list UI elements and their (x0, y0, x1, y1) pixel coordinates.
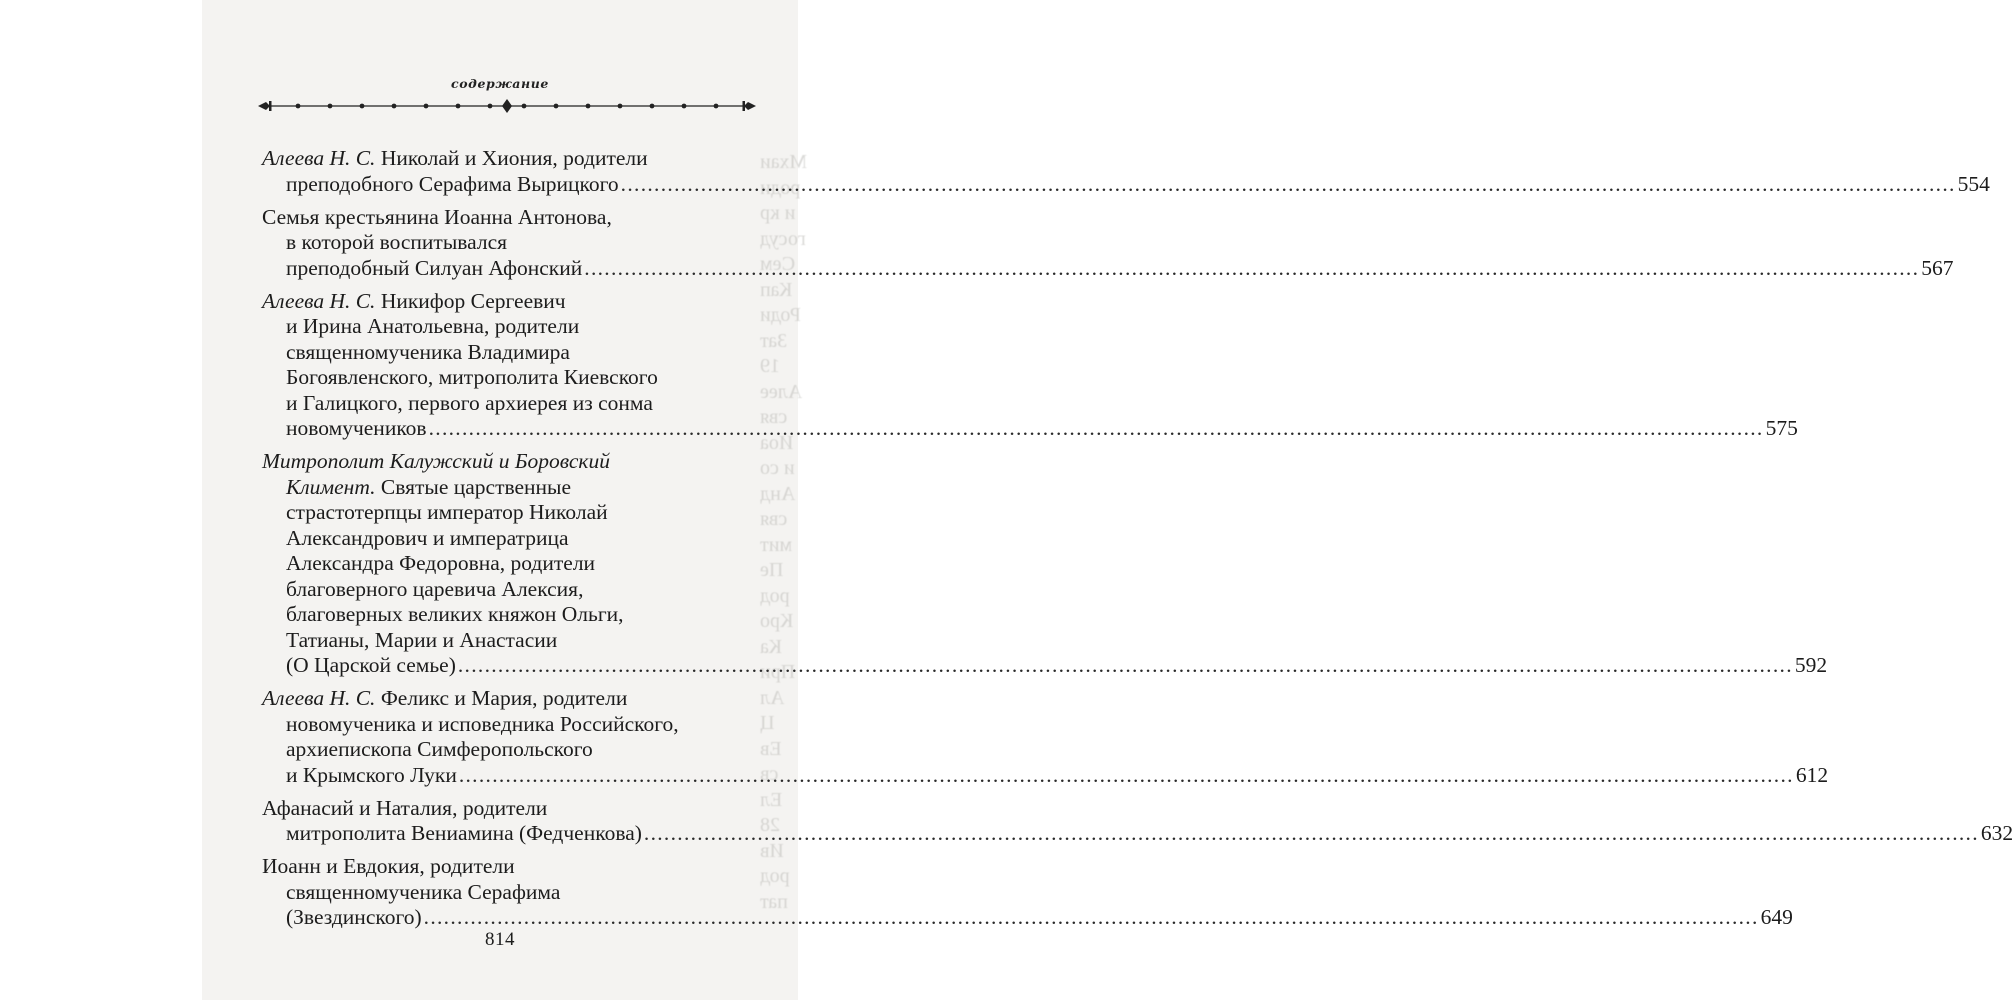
entry-title-part: Николай и Хиония, родители (380, 146, 648, 170)
page-number: 612 (1795, 762, 1829, 787)
page-folio: 814 (485, 929, 515, 950)
entry-title-part: Богоявленского, митрополита Киевского (286, 365, 658, 389)
toc-entry[interactable] (262, 288, 1798, 442)
entry-title-part: в которой воспитывался (286, 230, 508, 254)
entry-title-part: Афанасий и Наталия, родители (262, 795, 548, 820)
page-number: 567 (1921, 255, 1954, 280)
toc-line (262, 737, 758, 763)
entry-title-part: преподобного Серафима Вырицкого (286, 171, 619, 196)
entry-title-part: Татианы, Марии и Анастасии (286, 627, 558, 652)
page-number: 554 (1957, 171, 1990, 196)
dot-leader (424, 905, 1759, 931)
toc-line (262, 500, 758, 526)
entry-title-part: Александрович и императрица (286, 525, 569, 550)
entry-author: Алеева Н. С. (262, 146, 376, 170)
entry-title-part: (О Царской семье) (286, 653, 456, 677)
entry-title-part: Феликс и Мария, родители (380, 686, 628, 710)
ornamental-rule (258, 95, 756, 117)
toc-line (262, 146, 758, 172)
dot-leader (458, 653, 1793, 679)
toc-line (262, 796, 758, 822)
entry-title-part: новомучеников (286, 416, 427, 440)
toc-line (262, 602, 758, 628)
page-number: 649 (1760, 905, 1793, 929)
toc-line (262, 255, 1954, 282)
entry-title-part: Иоанн и Евдокия, родители (262, 854, 515, 878)
entry-title-part: митрополита Вениамина (Федченкова) (286, 821, 642, 845)
entry-title-part: страстотерпцы император Николай (286, 500, 608, 524)
entry-title-part: благоверного царевича Алексия, (286, 576, 584, 601)
dot-leader (429, 416, 1764, 442)
entry-title-part: и Ирина Анатольевна, родители (286, 314, 580, 338)
toc-entry[interactable] (262, 146, 1990, 197)
toc-line (262, 712, 758, 738)
toc-line (262, 686, 758, 712)
show-through-text: Мхаи роди и кр госуд Сем Кап Роди Зат 19 Алее свя Иоа и со Анд свя мит Пе род Кро Ка При Ал Ц Ев св Ел 28 Ив род пат (760, 151, 808, 913)
toc-entry[interactable] (262, 854, 1793, 931)
toc-line (262, 171, 1990, 198)
entry-title-part: и Галицкого, первого архиерея из сонма (286, 390, 653, 415)
toc-line (262, 416, 1798, 442)
toc-line (262, 905, 1793, 931)
page-number: 592 (1794, 653, 1828, 677)
toc-line (262, 526, 758, 552)
page-number: 575 (1765, 416, 1798, 440)
toc-line (262, 551, 758, 577)
toc-line (262, 762, 1829, 789)
dot-leader (621, 172, 1956, 198)
page-number: 632 (1980, 821, 2013, 845)
toc-line (262, 230, 758, 256)
entry-title-part: Александра Федоровна, родители (286, 551, 596, 575)
entry-title-part: и Крымского Луки (286, 762, 457, 787)
toc-entry[interactable] (262, 795, 2013, 847)
toc-line (262, 365, 758, 391)
toc-line (262, 577, 758, 603)
entry-title-part: священномученика Серафима (286, 879, 561, 904)
dot-leader (459, 763, 1794, 789)
running-head: содержание (451, 76, 549, 91)
book-page (202, 0, 2013, 1000)
entry-title-part: архиепископа Симферопольского (286, 737, 593, 761)
toc-line (262, 289, 758, 315)
entry-title-part: Святые царственные (380, 474, 572, 499)
entry-title-part: новомученика и исповедника Российского, (286, 711, 679, 736)
toc-line (262, 314, 758, 340)
toc-entry[interactable] (262, 686, 1829, 788)
entry-title-part: Семья крестьянина Иоанна Антонова, (262, 204, 612, 229)
dot-leader (644, 821, 1979, 847)
entry-author: Алеева Н. С. (262, 686, 376, 710)
toc-line (262, 340, 758, 366)
toc-line (262, 854, 758, 880)
entry-title-part: преподобный Силуан Афонский (286, 255, 583, 280)
toc-entry[interactable] (262, 204, 1954, 282)
dot-leader (584, 256, 1919, 282)
entry-title-part: (Звездинского) (286, 905, 422, 929)
toc-line (262, 449, 758, 475)
toc-line (262, 628, 758, 654)
toc-line (262, 880, 758, 906)
toc-line (262, 821, 2013, 847)
entry-title-part: благоверных великих княжон Ольги, (286, 602, 624, 626)
toc-entry[interactable] (262, 449, 1828, 679)
entry-title-part: Никифор Сергеевич (380, 288, 566, 313)
toc-line (262, 475, 758, 501)
toc-line (262, 391, 758, 417)
toc-line (262, 653, 1828, 679)
entry-author: Митрополит Калужский и Боровский (262, 449, 610, 473)
entry-author-continued: Климент. (286, 474, 376, 499)
entry-title-part: священномученика Владимира (286, 339, 570, 364)
entry-author: Алеева Н. С. (262, 288, 376, 313)
toc-line (262, 205, 758, 231)
